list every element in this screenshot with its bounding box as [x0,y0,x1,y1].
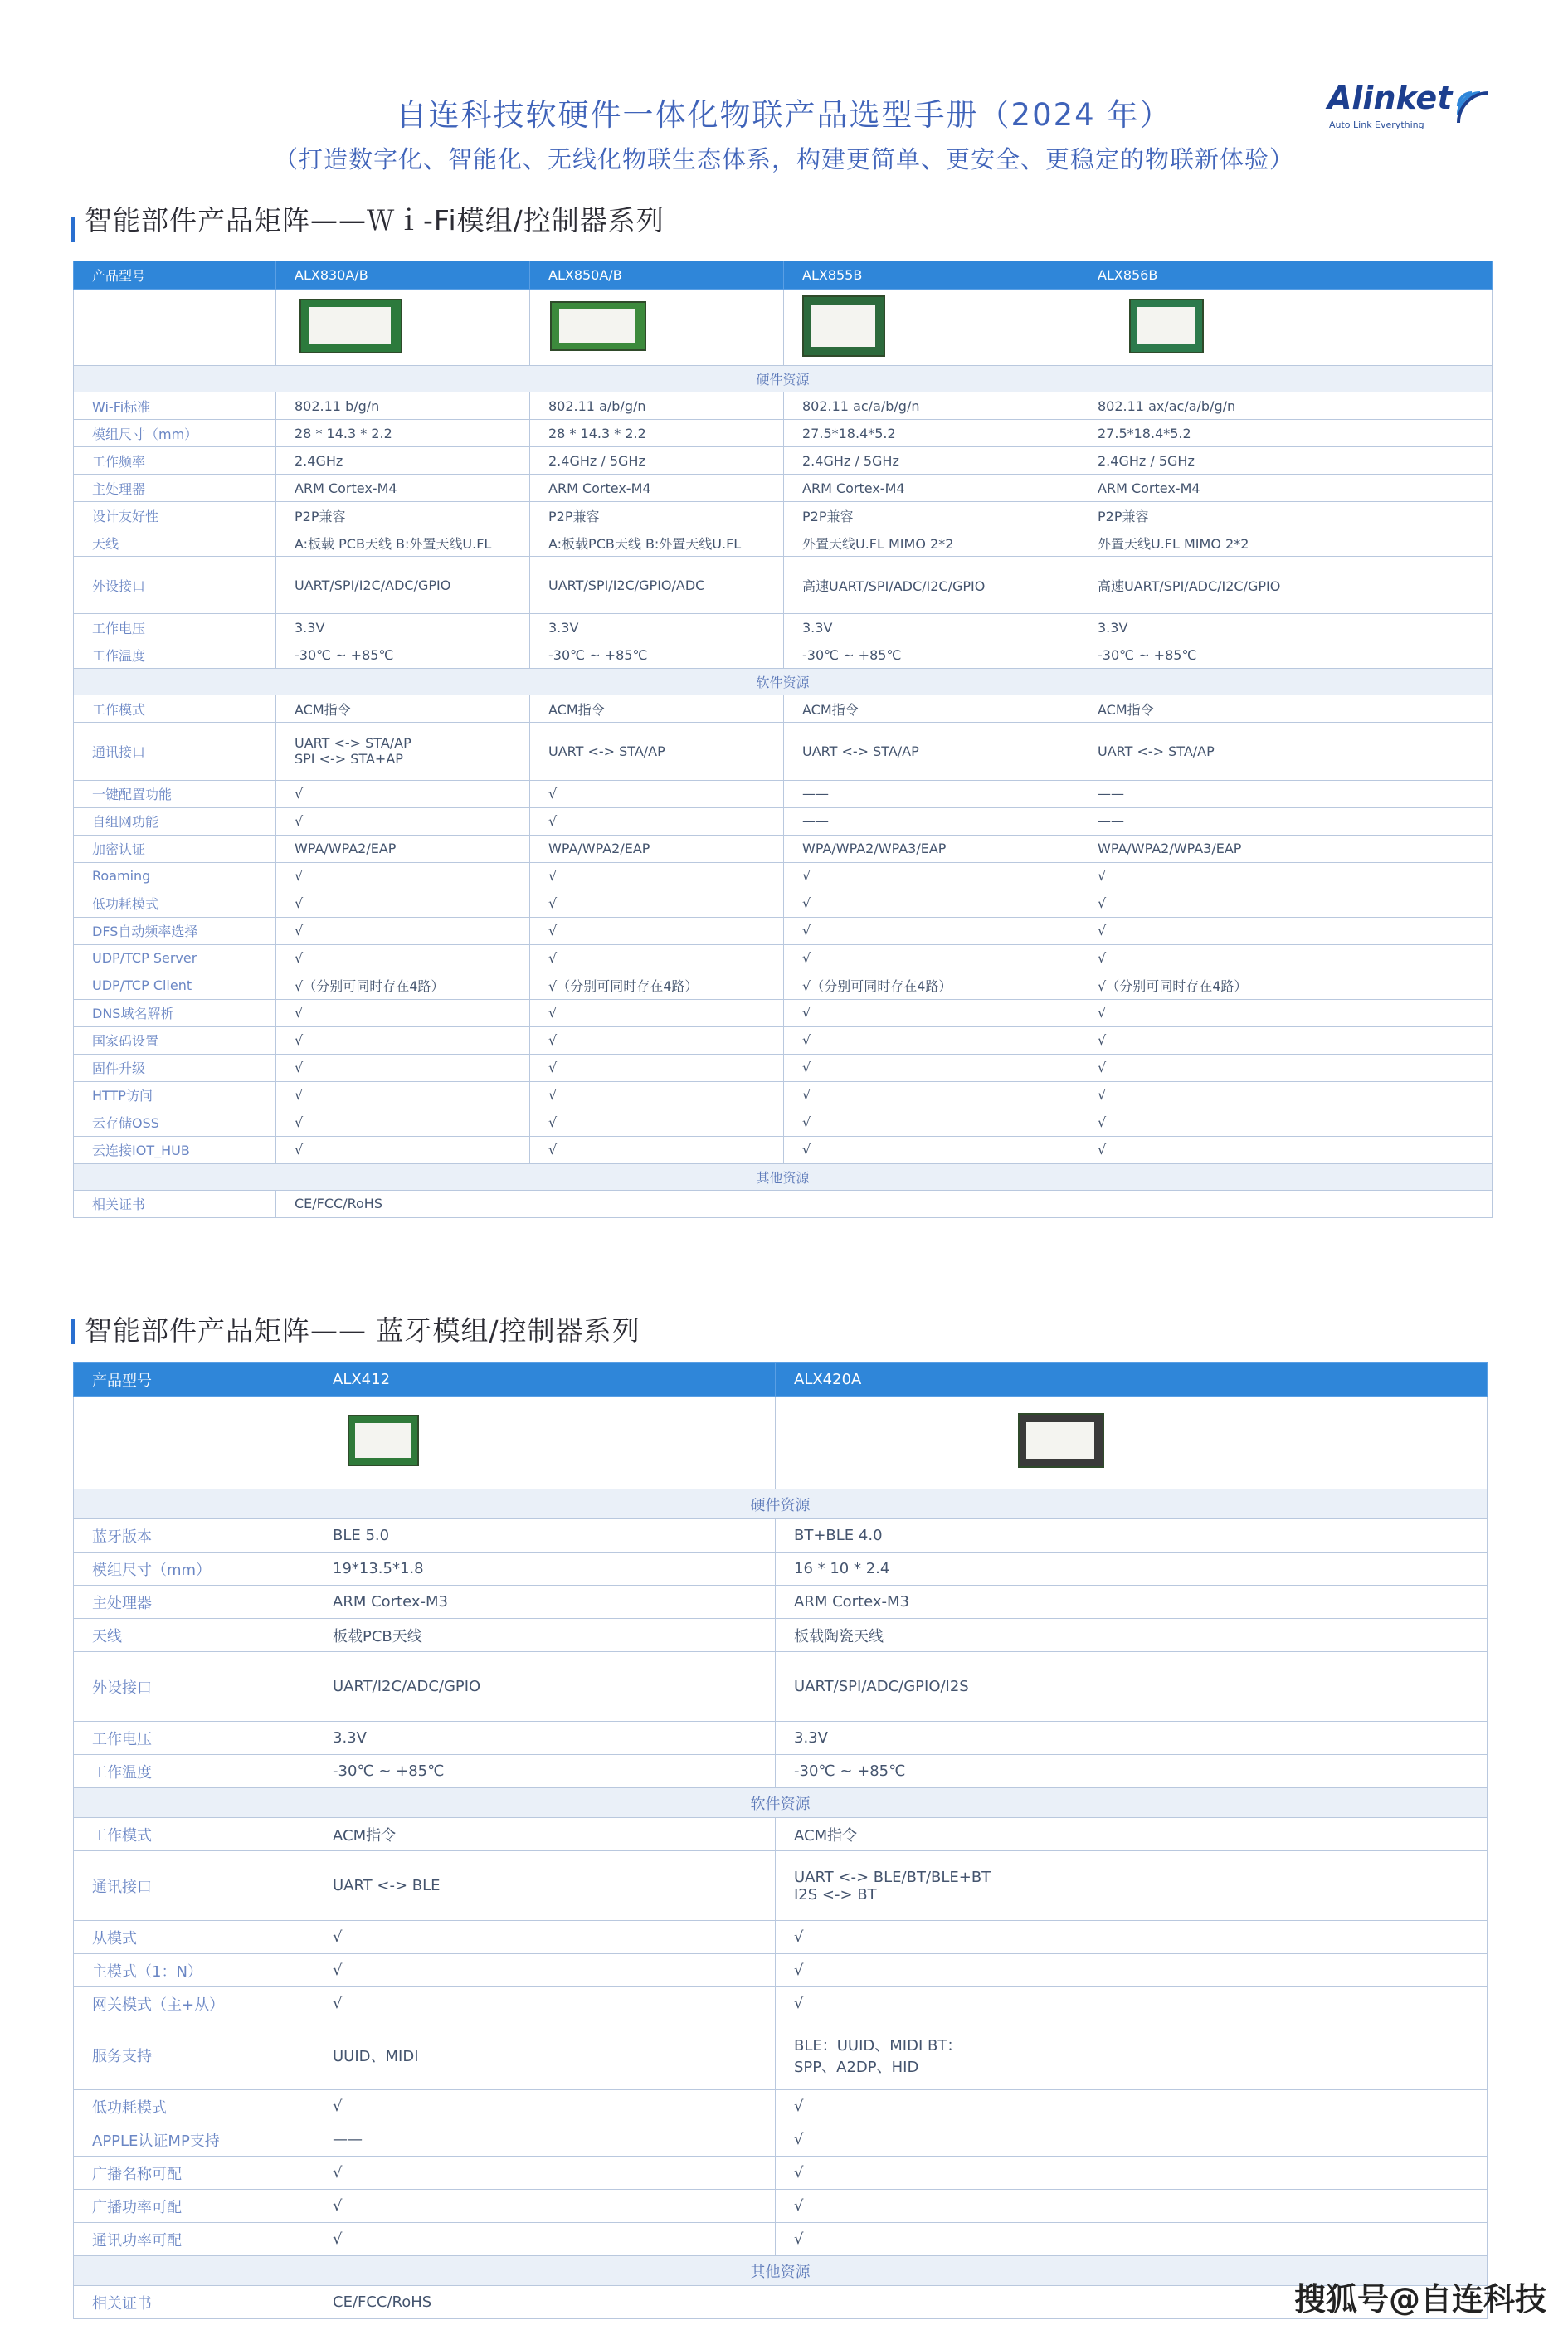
group-row [74,1163,1493,1190]
table-row [74,1109,1493,1136]
row-value: UART <-> BLE [314,1851,776,1921]
row-value: 28 * 14.3 * 2.2 [276,420,530,447]
row-label: 国家码设置 [74,1026,276,1054]
row-value: 3.3V [314,1722,776,1755]
row-label: 低功耗模式 [74,2090,314,2123]
image-cell [314,1397,776,1489]
product-image [802,295,885,357]
row-value: P2P兼容 [784,502,1079,529]
row-value: 3.3V [276,614,530,641]
row-value: √ [276,1026,530,1054]
row-value: √ [530,1136,784,1163]
row-value: P2P兼容 [1079,502,1493,529]
table-row [74,1652,1488,1722]
image-cell [1079,290,1493,366]
row-label: 天线 [74,529,276,557]
row-label: HTTP访问 [74,1081,276,1109]
group-heading: 软件资源 [74,669,1493,695]
row-value: ACM指令 [276,695,530,723]
row-value: √ [776,1921,1488,1954]
row-label: 工作模式 [74,1818,314,1851]
row-value: UART <-> STA/AP [1079,723,1493,780]
row-value: WPA/WPA2/WPA3/EAP [1079,835,1493,862]
table-header-row [74,261,1493,290]
table-row [74,1987,1488,2020]
row-value: √ [1079,1054,1493,1081]
group-row [74,669,1493,695]
row-value: -30℃ ~ +85℃ [530,641,784,669]
row-value: 19*13.5*1.8 [314,1553,776,1586]
table-row [74,392,1493,420]
row-value: 802.11 ax/ac/a/b/g/n [1079,392,1493,420]
row-value: √ [276,780,530,807]
row-value: √（分别可同时存在4路） [276,972,530,999]
row-value: 28 * 14.3 * 2.2 [530,420,784,447]
row-label: 工作模式 [74,695,276,723]
row-label: 通讯接口 [74,1851,314,1921]
row-value: WPA/WPA2/EAP [276,835,530,862]
table-row [74,2286,1488,2319]
table-row [74,1818,1488,1851]
row-value: √ [1079,1026,1493,1054]
table-row [74,1054,1493,1081]
product-image [299,299,402,353]
row-value: —— [1079,780,1493,807]
table-row [74,1722,1488,1755]
row-value: —— [1079,807,1493,835]
row-value: √ [276,807,530,835]
table-row [74,1026,1493,1054]
table-row [74,2190,1488,2223]
wifi-spec-table [73,261,1493,1218]
group-row [74,1489,1488,1519]
row-label: 一键配置功能 [74,780,276,807]
row-label: 从模式 [74,1921,314,1954]
row-label: 广播名称可配 [74,2157,314,2190]
row-value: √ [530,1081,784,1109]
row-label: 低功耗模式 [74,890,276,917]
row-value: BLE 5.0 [314,1519,776,1553]
table-row [74,557,1493,614]
row-value: ACM指令 [530,695,784,723]
row-value: √ [530,807,784,835]
row-value: ACM指令 [314,1818,776,1851]
row-value: √ [276,944,530,972]
row-value: —— [314,2123,776,2157]
row-value: √ [1079,890,1493,917]
row-value: √ [314,1921,776,1954]
row-value: 27.5*18.4*5.2 [784,420,1079,447]
row-value: √ [276,862,530,890]
bt-section-title: 智能部件产品矩阵—— 蓝牙模组/控制器系列 [85,1314,640,1347]
table-row [74,1136,1493,1163]
row-value: ARM Cortex-M4 [530,475,784,502]
row-value: √ [276,890,530,917]
table-row [74,475,1493,502]
row-label: 相关证书 [74,1190,276,1217]
header-cell: ALX420A [776,1363,1488,1397]
row-value: √ [276,1136,530,1163]
row-value: 外置天线U.FL MIMO 2*2 [784,529,1079,557]
bt-spec-table [73,1362,1488,2319]
row-label: UDP/TCP Client [74,972,276,999]
row-value: √ [784,1109,1079,1136]
row-value: ARM Cortex-M4 [1079,475,1493,502]
table-row [74,944,1493,972]
group-row [74,1788,1488,1818]
row-label: UDP/TCP Server [74,944,276,972]
row-value: BT+BLE 4.0 [776,1519,1488,1553]
product-image [550,301,646,351]
table-row [74,1190,1493,1217]
row-value: A:板载PCB天线 B:外置天线U.FL [530,529,784,557]
row-label: 工作频率 [74,447,276,475]
row-value: √ [1079,862,1493,890]
table-row [74,723,1493,780]
row-value: 板载PCB天线 [314,1619,776,1652]
table-row [74,1586,1488,1619]
row-value: 2.4GHz [276,447,530,475]
row-value: √ [530,890,784,917]
row-value: √ [530,917,784,944]
row-label: 工作电压 [74,614,276,641]
row-value: 外置天线U.FL MIMO 2*2 [1079,529,1493,557]
table-row [74,447,1493,475]
logo-wordmark: Alinket [1327,80,1453,116]
row-value: ACM指令 [784,695,1079,723]
row-label: 网关模式（主+从） [74,1987,314,2020]
row-label: 工作温度 [74,641,276,669]
row-label: 天线 [74,1619,314,1652]
table-row [74,1519,1488,1553]
row-value: √ [784,862,1079,890]
table-row [74,2123,1488,2157]
row-value: ARM Cortex-M4 [276,475,530,502]
group-row [74,366,1493,392]
row-value: √ [530,780,784,807]
row-value: √ [276,1109,530,1136]
row-label: 云连接IOT_HUB [74,1136,276,1163]
image-cell [776,1397,1488,1489]
row-value: 27.5*18.4*5.2 [1079,420,1493,447]
group-heading: 其他资源 [74,2256,1488,2286]
table-row [74,2020,1488,2090]
row-value: 16 * 10 * 2.4 [776,1553,1488,1586]
table-row [74,807,1493,835]
row-value: √ [776,2157,1488,2190]
row-value: √ [1079,917,1493,944]
table-row [74,780,1493,807]
row-value: √ [314,2090,776,2123]
image-label-cell [74,1397,314,1489]
row-value: √ [276,1054,530,1081]
row-value: √ [1079,1081,1493,1109]
watermark: 搜狐号@自连科技 [1294,2281,1547,2318]
row-value: √（分别可同时存在4路） [530,972,784,999]
logo-tagline: Auto Link Everything [1329,119,1424,130]
row-value: -30℃ ~ +85℃ [776,1755,1488,1788]
row-value: √ [784,999,1079,1026]
row-value: 2.4GHz / 5GHz [1079,447,1493,475]
table-row [74,420,1493,447]
brand-logo [1327,76,1502,143]
row-label: 主处理器 [74,475,276,502]
row-label: Wi-Fi标准 [74,392,276,420]
row-label: 外设接口 [74,557,276,614]
row-label: 设计友好性 [74,502,276,529]
row-label: 广播功率可配 [74,2190,314,2223]
row-value: √ [784,1081,1079,1109]
row-value: UART <-> STA/AP [784,723,1079,780]
row-value: √ [530,944,784,972]
row-value: √ [776,2123,1488,2157]
row-value: √ [784,1054,1079,1081]
table-row [74,2223,1488,2256]
row-value: —— [784,807,1079,835]
row-value: √ [1079,1109,1493,1136]
page-title: 自连科技软硬件一体化物联产品选型手册（2024 年） [396,97,1172,133]
table-row [74,2090,1488,2123]
row-value: WPA/WPA2/EAP [530,835,784,862]
row-value: -30℃ ~ +85℃ [276,641,530,669]
row-value: √ [1079,1136,1493,1163]
row-value: 2.4GHz / 5GHz [784,447,1079,475]
row-value: WPA/WPA2/WPA3/EAP [784,835,1079,862]
row-value: √ [776,1987,1488,2020]
row-value: √ [276,999,530,1026]
row-value: CE/FCC/RoHS [314,2286,1488,2319]
group-row [74,2256,1488,2286]
row-label: 加密认证 [74,835,276,862]
row-value: 高速UART/SPI/ADC/I2C/GPIO [784,557,1079,614]
row-label: 工作温度 [74,1755,314,1788]
header-cell: ALX850A/B [530,261,784,290]
header-cell: ALX830A/B [276,261,530,290]
table-row [74,1081,1493,1109]
table-row [74,999,1493,1026]
row-value: ARM Cortex-M3 [776,1586,1488,1619]
row-value: √ [784,890,1079,917]
row-value: 3.3V [784,614,1079,641]
row-label: 外设接口 [74,1652,314,1722]
table-row [74,2157,1488,2190]
row-value: √ [314,2223,776,2256]
image-cell [784,290,1079,366]
row-value: UART/SPI/ADC/GPIO/I2S [776,1652,1488,1722]
row-value: UART/SPI/I2C/GPIO/ADC [530,557,784,614]
row-value: UART <-> STA/AP [530,723,784,780]
row-value: √ [314,2190,776,2223]
row-value: ARM Cortex-M4 [784,475,1079,502]
product-image-row [74,1397,1488,1489]
row-label: 主模式（1：N） [74,1954,314,1987]
row-value: UART/I2C/ADC/GPIO [314,1652,776,1722]
table-row [74,641,1493,669]
row-value: √ [314,1987,776,2020]
table-row [74,529,1493,557]
table-row [74,835,1493,862]
header-cell: ALX855B [784,261,1079,290]
row-value: 802.11 ac/a/b/g/n [784,392,1079,420]
table-row [74,502,1493,529]
row-value: √ [1079,944,1493,972]
row-value: √ [314,1954,776,1987]
row-value: √ [530,1109,784,1136]
row-label: 服务支持 [74,2020,314,2090]
row-value: √ [530,1026,784,1054]
group-heading: 软件资源 [74,1788,1488,1818]
page-subtitle: （打造数字化、智能化、无线化物联生态体系，构建更简单、更安全、更稳定的物联新体验） [273,145,1294,173]
image-label-cell [74,290,276,366]
row-value: ACM指令 [776,1818,1488,1851]
row-label: 蓝牙版本 [74,1519,314,1553]
row-value: A:板载 PCB天线 B:外置天线U.FL [276,529,530,557]
table-row [74,1553,1488,1586]
row-value: √ [530,862,784,890]
row-value: UUID、MIDI [314,2020,776,2090]
table-row [74,1954,1488,1987]
row-label: 固件升级 [74,1054,276,1081]
product-image [348,1415,419,1466]
row-value: 板载陶瓷天线 [776,1619,1488,1652]
product-image [1129,299,1204,353]
table-row [74,862,1493,890]
table-row [74,890,1493,917]
wireless-signal-icon [1454,78,1495,128]
row-label: DNS域名解析 [74,999,276,1026]
row-label: Roaming [74,862,276,890]
row-value: 3.3V [530,614,784,641]
row-value: √ [276,917,530,944]
wifi-section-title: 智能部件产品矩阵——Ｗｉ-Fi模组/控制器系列 [85,204,665,236]
row-value: √ [530,999,784,1026]
row-value: 802.11 a/b/g/n [530,392,784,420]
header-cell: ALX412 [314,1363,776,1397]
row-value: √ [776,2190,1488,2223]
row-label: 工作电压 [74,1722,314,1755]
row-value: √ [1079,999,1493,1026]
table-header-row [74,1363,1488,1397]
row-value: UART/SPI/I2C/ADC/GPIO [276,557,530,614]
row-label: DFS自动频率选择 [74,917,276,944]
row-value: 3.3V [1079,614,1493,641]
row-value: √ [784,917,1079,944]
table-row [74,972,1493,999]
header-cell: 产品型号 [74,1363,314,1397]
table-row [74,1921,1488,1954]
row-label: 相关证书 [74,2286,314,2319]
row-value: 3.3V [776,1722,1488,1755]
row-value: 802.11 b/g/n [276,392,530,420]
row-value: 2.4GHz / 5GHz [530,447,784,475]
row-value: √ [784,1136,1079,1163]
row-value: UART <-> BLE/BT/BLE+BT I2S <-> BT [776,1851,1488,1921]
header-cell: 产品型号 [74,261,276,290]
section-marker [71,217,75,242]
row-value: √ [784,1026,1079,1054]
group-heading: 硬件资源 [74,1489,1488,1519]
row-value: -30℃ ~ +85℃ [784,641,1079,669]
row-label: 通讯功率可配 [74,2223,314,2256]
row-value: √（分别可同时存在4路） [1079,972,1493,999]
table-row [74,1851,1488,1921]
row-value: CE/FCC/RoHS [276,1190,1493,1217]
row-value: √（分别可同时存在4路） [784,972,1079,999]
table-row [74,614,1493,641]
table-row [74,1619,1488,1652]
row-value: √ [276,1081,530,1109]
product-image [1018,1413,1104,1468]
row-value: √ [776,2090,1488,2123]
section-marker [71,1319,75,1344]
image-cell [530,290,784,366]
header-cell: ALX856B [1079,261,1493,290]
row-value: P2P兼容 [530,502,784,529]
row-value: √ [314,2157,776,2190]
row-value: -30℃ ~ +85℃ [314,1755,776,1788]
row-value: UART <-> STA/AP SPI <-> STA+AP [276,723,530,780]
row-label: 模组尺寸（mm） [74,420,276,447]
image-cell [276,290,530,366]
row-value: —— [784,780,1079,807]
table-row [74,695,1493,723]
row-label: 通讯接口 [74,723,276,780]
row-value: √ [776,2223,1488,2256]
table-row [74,917,1493,944]
row-label: 模组尺寸（mm） [74,1553,314,1586]
product-image-row [74,290,1493,366]
row-label: 自组网功能 [74,807,276,835]
row-value: ACM指令 [1079,695,1493,723]
row-value: 高速UART/SPI/ADC/I2C/GPIO [1079,557,1493,614]
group-heading: 其他资源 [74,1163,1493,1190]
table-row [74,1755,1488,1788]
row-value: ARM Cortex-M3 [314,1586,776,1619]
row-value: √ [776,1954,1488,1987]
row-value: √ [530,1054,784,1081]
group-heading: 硬件资源 [74,366,1493,392]
row-value: -30℃ ~ +85℃ [1079,641,1493,669]
row-label: 主处理器 [74,1586,314,1619]
row-value: √ [784,944,1079,972]
row-label: APPLE认证MP支持 [74,2123,314,2157]
row-value: P2P兼容 [276,502,530,529]
row-value: BLE：UUID、MIDI BT： SPP、A2DP、HID [776,2020,1488,2090]
row-label: 云存储OSS [74,1109,276,1136]
